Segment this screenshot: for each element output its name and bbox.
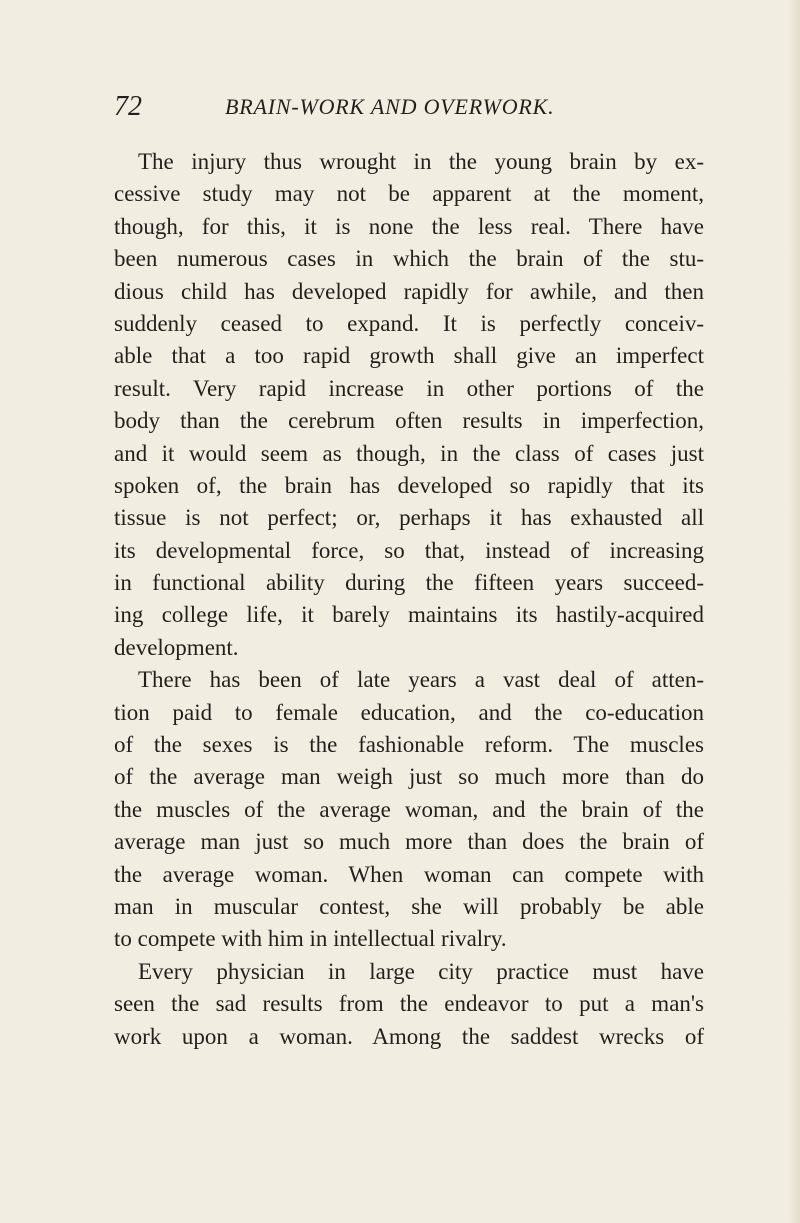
text-line: spoken of, the brain has developed so rapidly that its: [114, 472, 704, 498]
text-line: man in muscular contest, she will probably be able: [114, 893, 704, 919]
text-line: able that a too rapid growth shall give an imperfect: [114, 343, 704, 369]
text-line: its developmental force, so that, instead of increasing: [114, 537, 704, 563]
text-line: the muscles of the average woman, and the brain of the: [114, 796, 704, 822]
running-title: BRAIN-WORK AND OVERWORK.: [225, 94, 555, 119]
text-line: the average woman. When woman can compete with: [114, 861, 704, 887]
text-line: in functional ability during the fifteen years succeed-: [114, 570, 704, 596]
text-line: been numerous cases in which the brain of the stu-: [114, 246, 704, 272]
page-number: 72: [114, 91, 142, 122]
text-line: tissue is not perfect; or, perhaps it has exhausted all: [114, 505, 704, 531]
text-line: and it would seem as though, in the class of cases just: [114, 440, 704, 466]
text-line: suddenly ceased to expand. It is perfectly conceiv-: [114, 310, 704, 336]
text-line: Every physician in large city practice must have: [138, 958, 704, 984]
text-line: ing college life, it barely maintains its hastily-acquired: [114, 602, 704, 628]
text-line: of the sexes is the fashionable reform. The muscles: [114, 732, 704, 758]
text-line: of the average man weigh just so much more than do: [114, 764, 704, 790]
text-line: to compete with him in intellectual rivalry.: [114, 926, 507, 952]
text-line: result. Very rapid increase in other portions of the: [114, 375, 704, 401]
text-line: dious child has developed rapidly for awhile, and then: [114, 278, 704, 304]
text-line: tion paid to female education, and the co-education: [114, 699, 704, 725]
text-line: though, for this, it is none the less real. There have: [114, 213, 704, 239]
text-line: development.: [114, 634, 239, 660]
text-line: There has been of late years a vast deal of atten-: [138, 667, 704, 693]
text-line: average man just so much more than does the brain of: [114, 829, 704, 855]
body-text: [114, 146, 704, 1053]
text-line: seen the sad results from the endeavor to put a man's: [114, 991, 704, 1017]
text-line: The injury thus wrought in the young brain by ex-: [138, 149, 704, 174]
text-line: body than the cerebrum often results in imperfection,: [114, 408, 704, 434]
running-head: [114, 90, 714, 124]
page-edge-shadow: [788, 0, 800, 1223]
text-line: cessive study may not be apparent at the moment,: [114, 181, 704, 207]
text-line: work upon a woman. Among the saddest wrecks of: [114, 1023, 704, 1049]
